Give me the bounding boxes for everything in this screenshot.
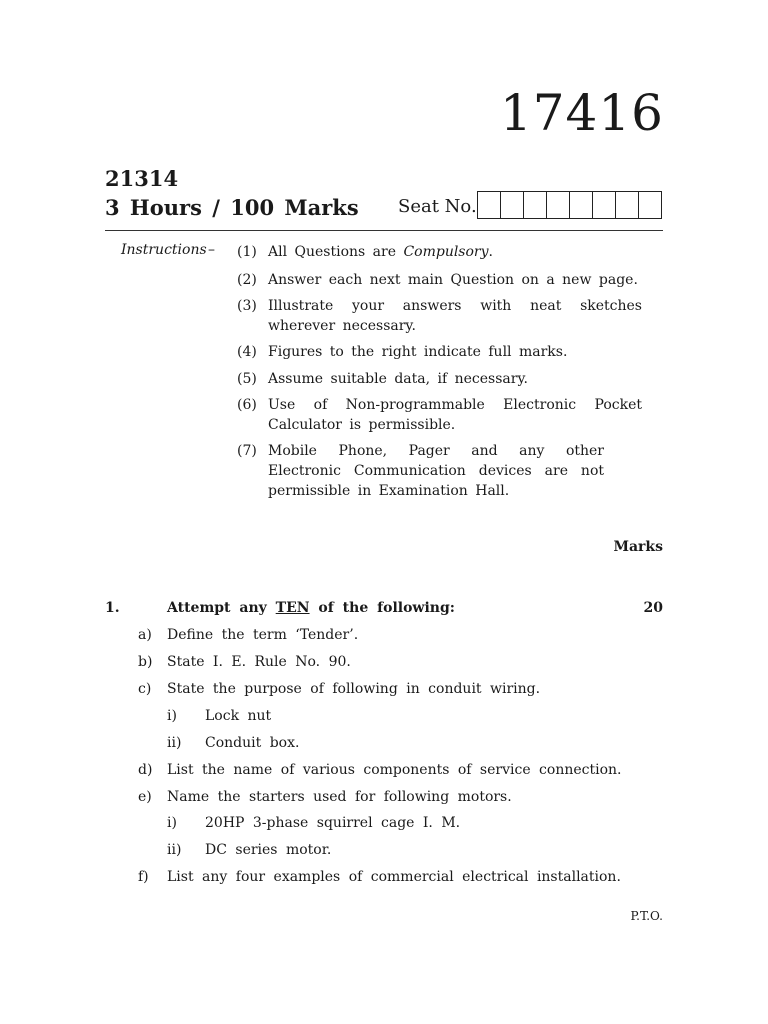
instruction-item	[237, 242, 642, 262]
seat-box	[570, 192, 593, 218]
seat-number-label: Seat No.	[398, 196, 477, 217]
instruction-item	[237, 395, 642, 435]
seat-box	[547, 192, 570, 218]
subpart-label: i)	[167, 815, 177, 831]
instruction-number: (1)	[237, 244, 257, 260]
instruction-text: All Questions are	[268, 244, 404, 260]
part-label: f)	[138, 869, 149, 885]
instruction-item	[237, 369, 642, 389]
seat-box	[593, 192, 616, 218]
instructions-dash: –	[208, 242, 215, 258]
question-marks: 20	[643, 600, 663, 616]
seat-number-boxes	[477, 191, 662, 219]
question-title	[167, 600, 455, 616]
paper-code: 17416	[499, 84, 664, 142]
instruction-item	[237, 342, 642, 362]
seat-box	[616, 192, 639, 218]
instruction-number: (5)	[237, 371, 257, 387]
subpart-text: 20HP 3-phase squirrel cage I. M.	[205, 815, 461, 831]
part-text: Name the starters used for following motors.	[167, 789, 512, 805]
part-text: List the name of various components of service connection.	[167, 762, 622, 778]
subpart-text: Conduit box.	[205, 735, 300, 751]
marks-heading: Marks	[613, 539, 663, 555]
header-divider	[105, 230, 663, 231]
part-text: Define the term ‘Tender’.	[167, 627, 359, 643]
instruction-text: Use of Non-programmable Electronic Pocket Calculator is permissible.	[268, 397, 642, 433]
part-label: a)	[138, 627, 152, 643]
part-text: State I. E. Rule No. 90.	[167, 654, 351, 670]
part-text: List any four examples of commercial electrical installation.	[167, 869, 621, 885]
instruction-text: Answer each next main Question on a new page.	[268, 272, 638, 288]
subject-code: 21314	[105, 166, 179, 191]
seat-box	[639, 192, 661, 218]
question-number: 1.	[105, 600, 120, 616]
instruction-text: Mobile Phone, Pager and any other Electronic Communication devices are not permissible in Examination Hall.	[268, 443, 604, 499]
question-title-start: Attempt any	[167, 600, 276, 616]
part-label: e)	[138, 789, 152, 805]
page-turn-over: P.T.O.	[630, 909, 663, 923]
subpart-label: ii)	[167, 842, 182, 858]
instruction-item	[237, 441, 604, 501]
seat-box	[524, 192, 547, 218]
instruction-emphasis: Compulsory	[403, 244, 489, 260]
instruction-number: (6)	[237, 397, 257, 413]
instruction-text: Illustrate your answers with neat sketches wherever necessary.	[268, 298, 642, 334]
instruction-item	[237, 270, 642, 290]
part-label: b)	[138, 654, 153, 670]
question-title-end: of the following:	[309, 600, 455, 616]
subpart-label: ii)	[167, 735, 182, 751]
duration-marks: 3 Hours / 100 Marks	[105, 195, 359, 220]
instruction-number: (2)	[237, 272, 257, 288]
subpart-label: i)	[167, 708, 177, 724]
seat-box	[501, 192, 524, 218]
part-text: State the purpose of following in conduit wiring.	[167, 681, 541, 697]
seat-box	[478, 192, 501, 218]
instruction-number: (7)	[237, 443, 257, 459]
subpart-text: Lock nut	[205, 708, 272, 724]
instruction-text: Assume suitable data, if necessary.	[268, 371, 528, 387]
part-label: c)	[138, 681, 152, 697]
instruction-number: (4)	[237, 344, 257, 360]
instruction-item	[237, 296, 642, 336]
instruction-text: Figures to the right indicate full marks.	[268, 344, 568, 360]
part-label: d)	[138, 762, 153, 778]
instructions-heading: Instructions	[121, 242, 207, 258]
instruction-text-end: .	[488, 244, 493, 260]
subpart-text: DC series motor.	[205, 842, 332, 858]
question-title-emphasis: TEN	[275, 600, 310, 616]
instruction-number: (3)	[237, 298, 257, 314]
